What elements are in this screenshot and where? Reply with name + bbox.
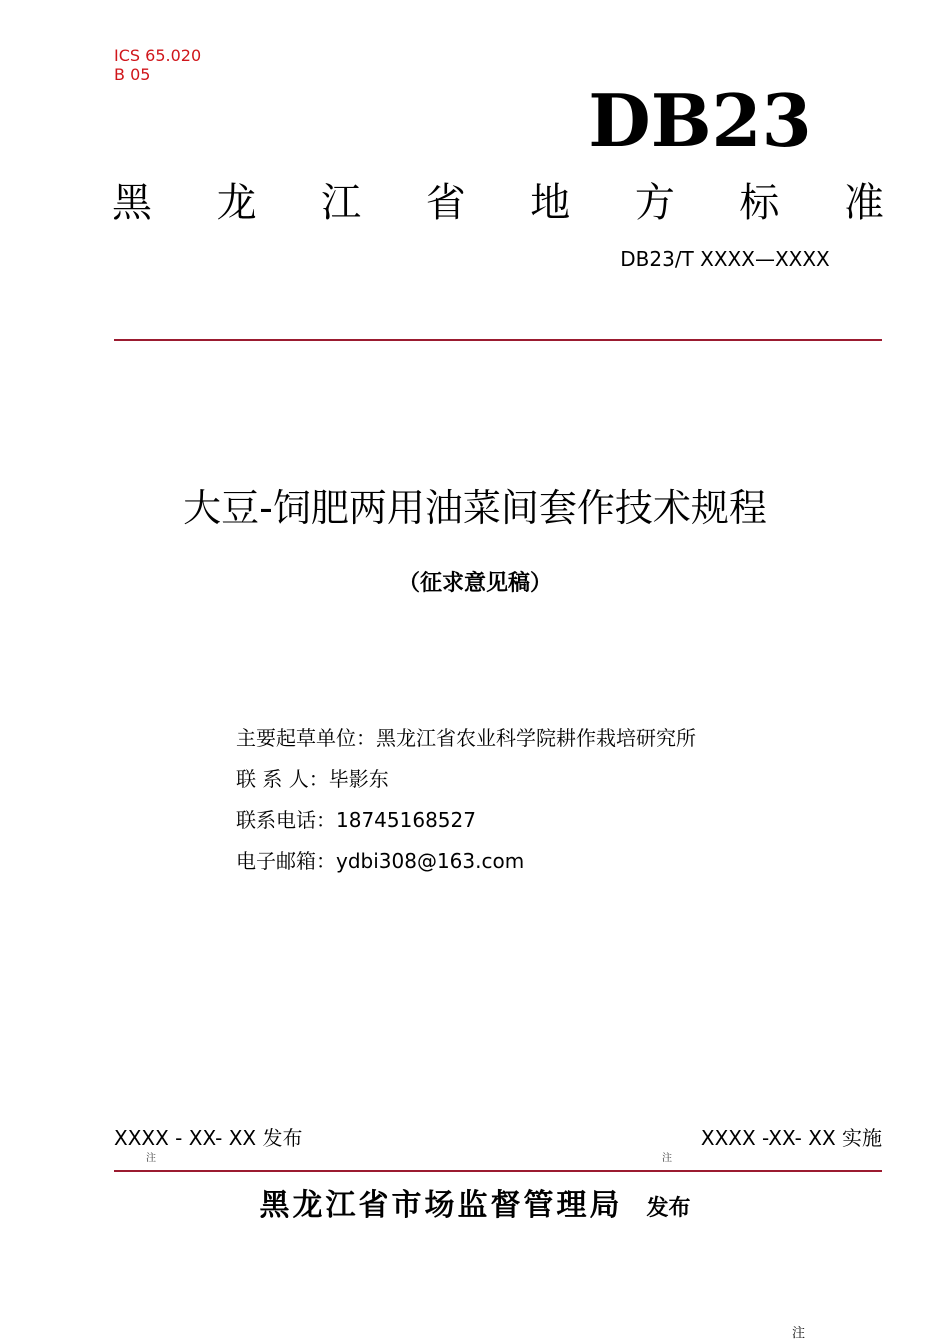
implement-date: XXXX -XX- XX 实施 [700,1126,882,1150]
standard-name-char: 准 [843,180,884,226]
ics-block [114,46,201,84]
document-subtitle: （征求意见稿） [397,571,552,596]
contact-person: 联 系 人：毕影东 [236,767,389,791]
standard-code: DB23 [588,78,812,163]
standard-name-char: 地 [530,180,571,226]
drafting-unit: 主要起草单位：黑龙江省农业科学院耕作栽培研究所 [236,726,696,750]
footer-note: 注 [792,1326,806,1341]
publisher-line [60,1184,890,1231]
publisher-label: 发布 [646,1196,691,1221]
ics-code: ICS 65.020 [114,46,202,65]
ccs-code: B 05 [114,65,151,84]
standard-name-char: 省 [425,180,466,226]
contact-phone: 联系电话：18745168527 [236,808,476,832]
publisher-org: 黑龙江省市场监督管理局 [259,1188,623,1223]
standard-name-char: 江 [321,180,362,226]
implement-note: 注 [662,1153,672,1164]
header-divider [114,339,882,341]
standard-name-char: 黑 [112,180,152,226]
contact-email: 电子邮箱：ydbi308@163.com [236,849,525,873]
contact-block [236,718,696,882]
issue-note: 注 [146,1153,156,1164]
issue-date: XXXX - XX- XX 发布 [114,1126,303,1150]
document-title: 大豆-饲肥两用油菜间套作技术规程 [183,486,767,530]
standard-name-char: 标 [739,180,780,226]
standard-name-char: 龙 [216,180,257,226]
standard-name-char: 方 [634,180,675,226]
standard-number: DB23/T XXXX—XXXX [620,247,830,271]
footer-divider [114,1170,882,1172]
standard-type-name [112,176,884,230]
